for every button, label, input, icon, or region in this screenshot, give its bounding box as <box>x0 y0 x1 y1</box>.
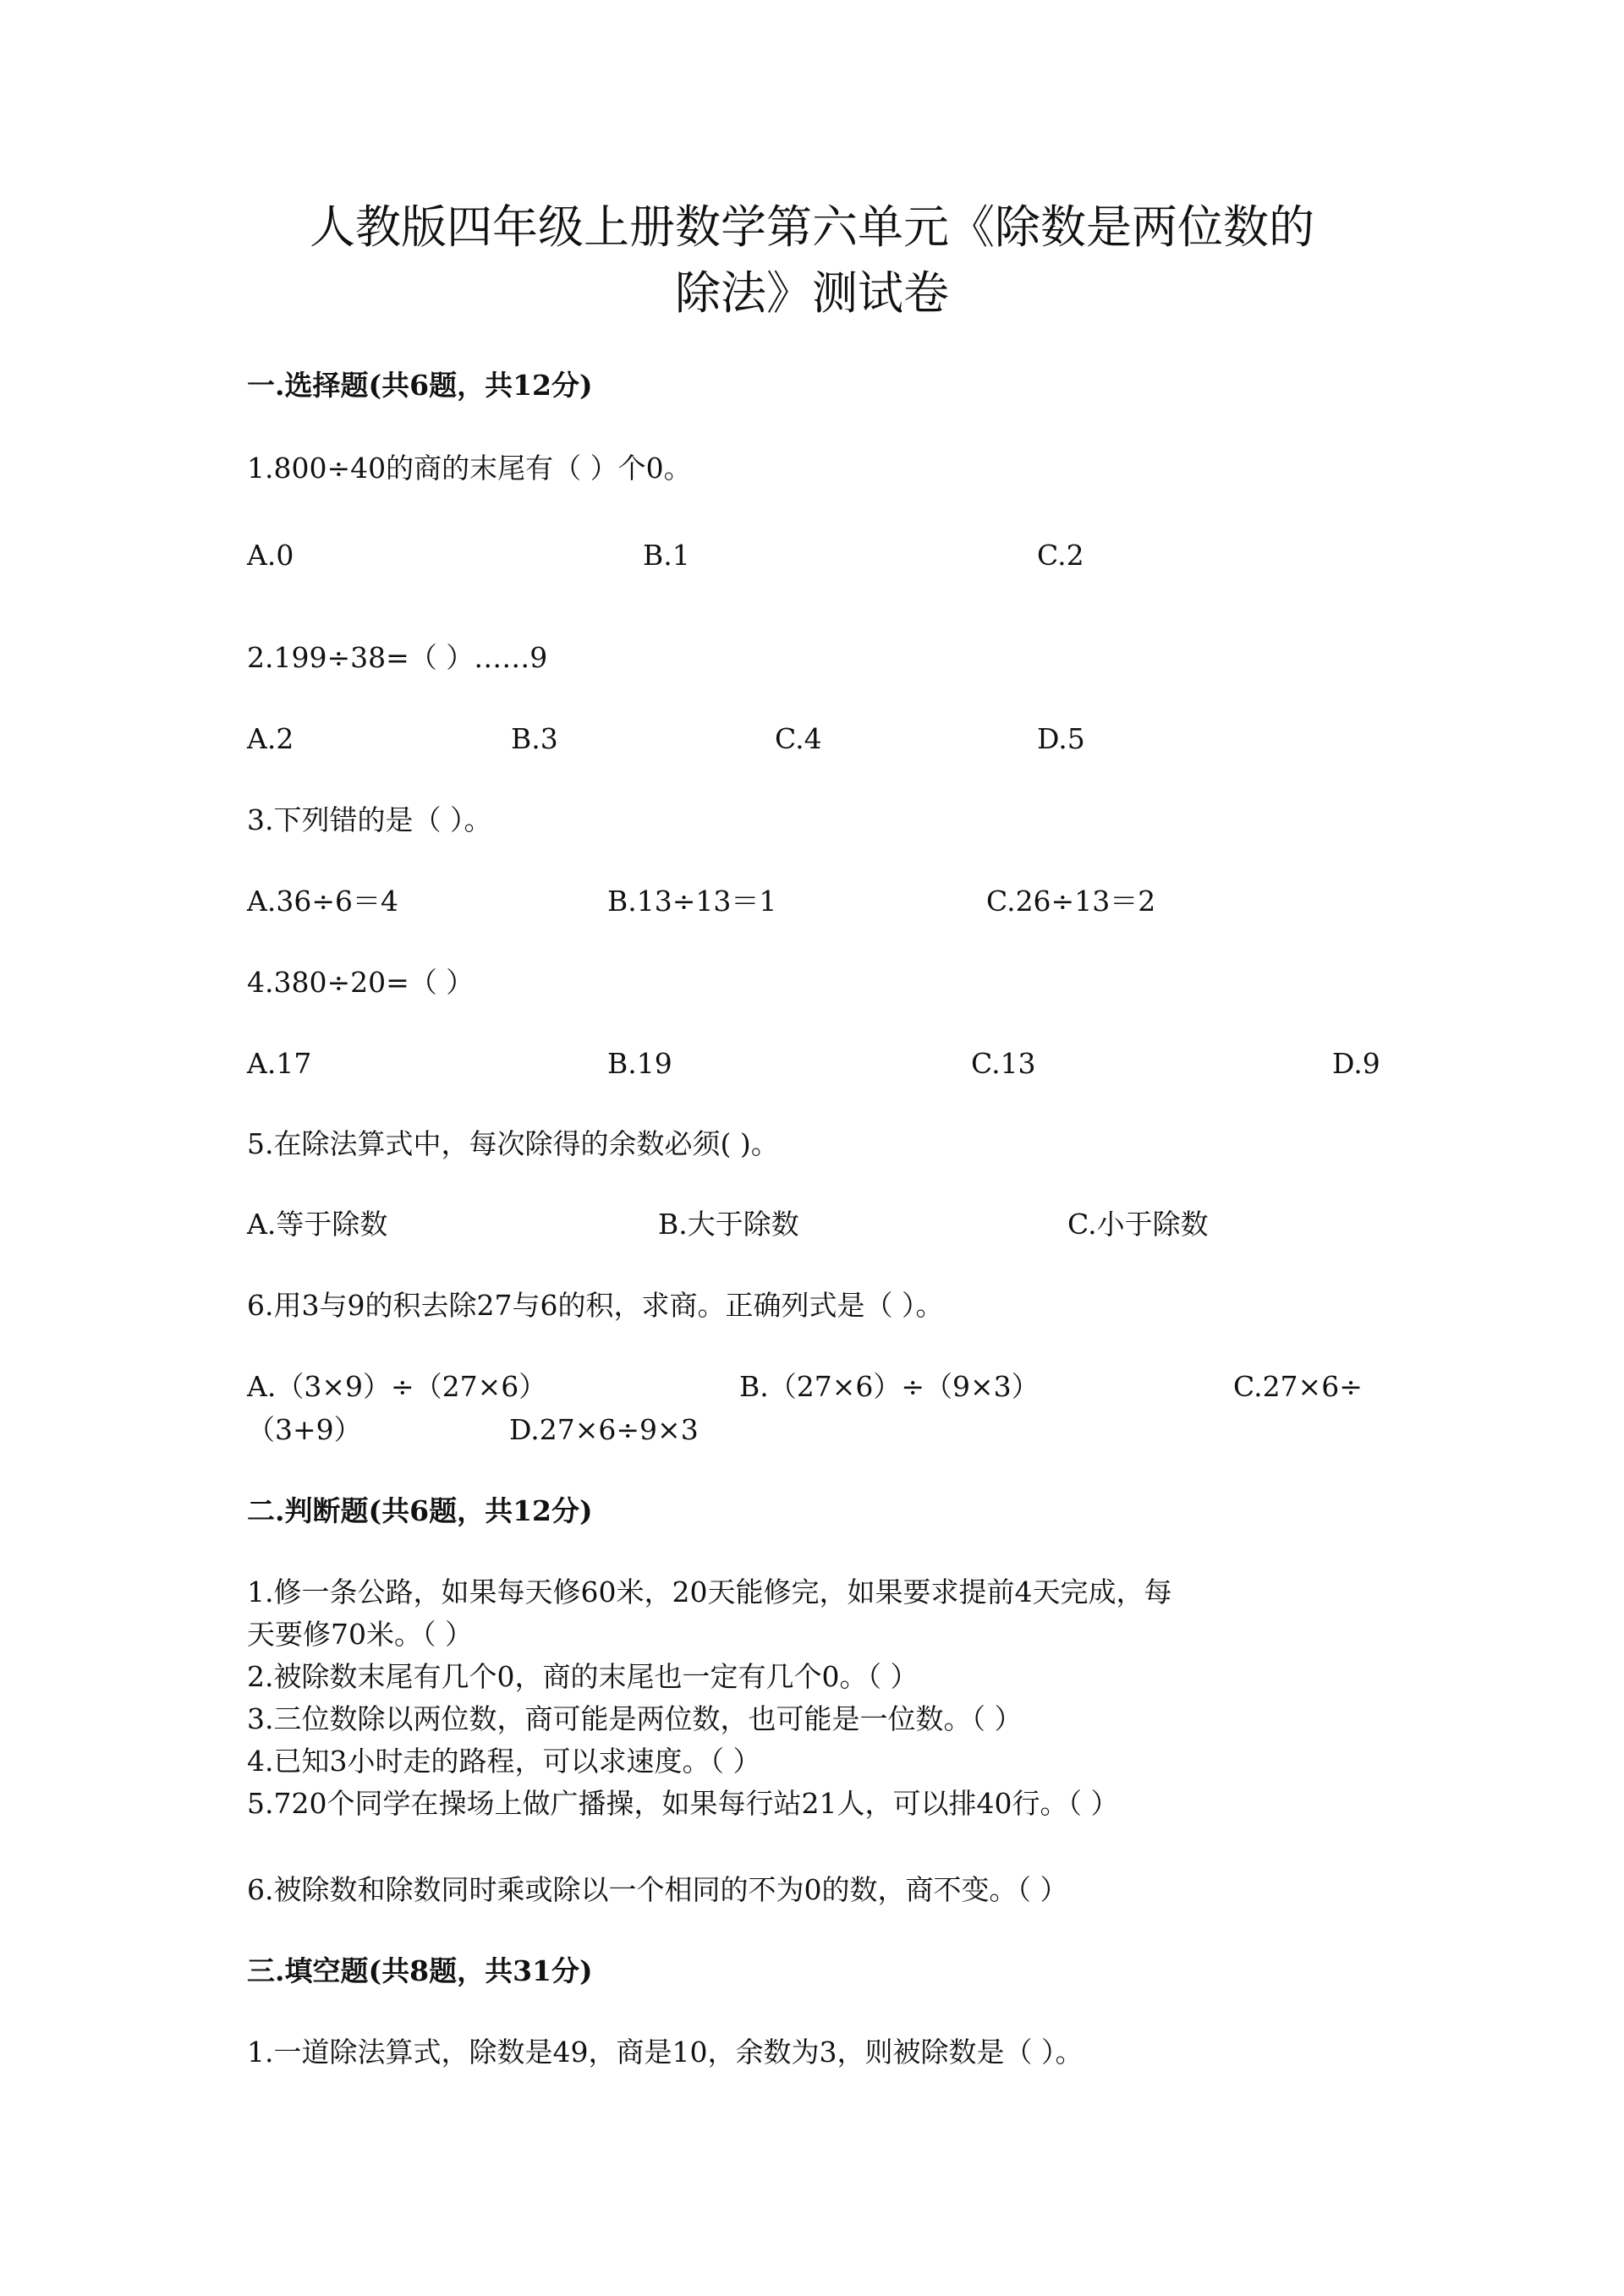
judgement-question-5: 5.720个同学在操场上做广播操，如果每行站21人，可以排40行。（ ） <box>247 1787 1119 1820</box>
exam-title-line-2: 除法》测试卷 <box>675 266 949 320</box>
choice-q6-option-c: C.27×6÷ <box>1233 1370 1363 1403</box>
choice-q4-option-a: A.17 <box>247 1047 312 1080</box>
choice-q3-option-c: C.26÷13＝2 <box>986 885 1156 918</box>
choice-q1-option-b: B.1 <box>643 539 690 572</box>
choice-q4-option-b: B.19 <box>607 1047 672 1080</box>
section-heading-fill-blank: 三.填空题(共8题，共31分) <box>247 1954 593 1987</box>
choice-question-3: 3.下列错的是（ ）。 <box>247 803 492 836</box>
judgement-question-2: 2.被除数末尾有几个0，商的末尾也一定有几个0。（ ） <box>247 1660 919 1693</box>
choice-q6-option-b: B.（27×6）÷（9×3） <box>739 1370 1040 1403</box>
exam-title-line-1: 人教版四年级上册数学第六单元《除数是两位数的 <box>310 200 1314 254</box>
judgement-question-1: 1.修一条公路，如果每天修60米，20天能修完，如果要求提前4天完成，每 <box>247 1575 1172 1608</box>
section-heading-choice: 一.选择题(共6题，共12分) <box>247 369 593 402</box>
judgement-question-4: 4.已知3小时走的路程，可以求速度。（ ） <box>247 1745 761 1778</box>
choice-question-1: 1.800÷40的商的末尾有（ ）个0。 <box>247 452 692 485</box>
choice-q1-option-c: C.2 <box>1037 539 1084 572</box>
choice-q3-option-a: A.36÷6＝4 <box>247 885 398 918</box>
choice-q2-option-d: D.5 <box>1037 722 1085 755</box>
choice-q4-option-c: C.13 <box>971 1047 1036 1080</box>
judgement-question-3: 3.三位数除以两位数，商可能是两位数，也可能是一位数。（ ） <box>247 1702 1023 1735</box>
choice-question-5: 5.在除法算式中，每次除得的余数必须( )。 <box>247 1127 779 1160</box>
judgement-question-6: 6.被除数和除数同时乘或除以一个相同的不为0的数，商不变。（ ） <box>247 1873 1068 1906</box>
choice-q2-option-c: C.4 <box>775 722 822 755</box>
choice-q5-option-a: A.等于除数 <box>247 1208 388 1241</box>
choice-question-6: 6.用3与9的积去除27与6的积，求商。正确列式是（ ）。 <box>247 1289 944 1322</box>
fill-blank-question-1: 1.一道除法算式，除数是49，商是10，余数为3，则被除数是（ ）。 <box>247 2036 1084 2069</box>
choice-q6-option-a: A.（3×9）÷（27×6） <box>247 1370 547 1403</box>
judgement-question-1-continued: 天要修70米。（ ） <box>247 1618 473 1651</box>
choice-question-4: 4.380÷20=（ ） <box>247 966 475 999</box>
choice-q5-option-c: C.小于除数 <box>1067 1208 1209 1241</box>
choice-question-2: 2.199÷38=（ ）……9 <box>247 641 548 674</box>
section-heading-judgement: 二.判断题(共6题，共12分) <box>247 1494 593 1527</box>
choice-q6-option-d: D.27×6÷9×3 <box>509 1413 699 1446</box>
choice-q2-option-a: A.2 <box>247 722 294 755</box>
choice-q5-option-b: B.大于除数 <box>658 1208 799 1241</box>
choice-q2-option-b: B.3 <box>511 722 558 755</box>
choice-q1-option-a: A.0 <box>247 539 294 572</box>
choice-q6-option-c-continued: （3+9） <box>247 1413 362 1446</box>
choice-q4-option-d: D.9 <box>1332 1047 1380 1080</box>
choice-q3-option-b: B.13÷13＝1 <box>607 885 777 918</box>
